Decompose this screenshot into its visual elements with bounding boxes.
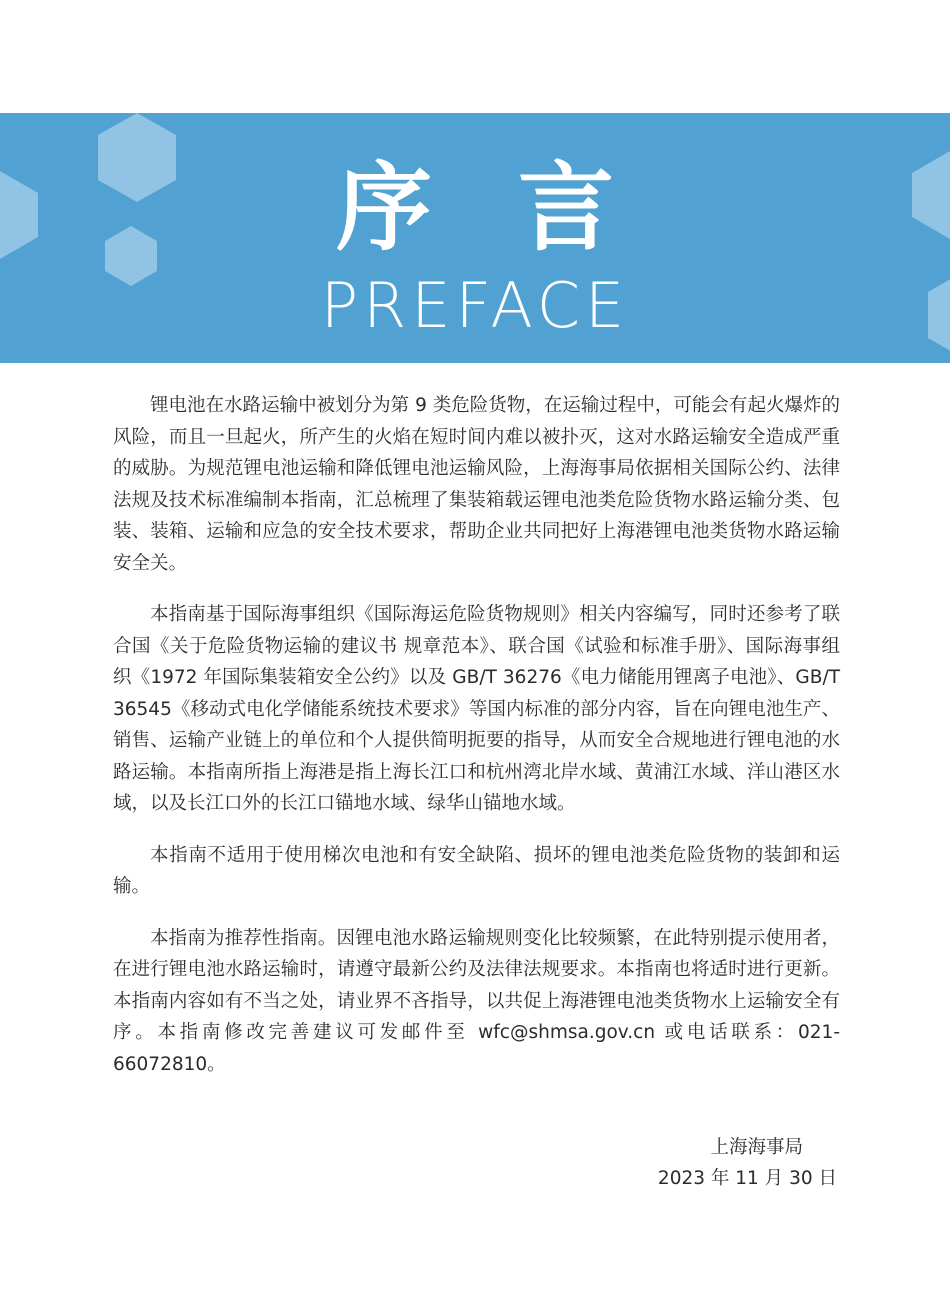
page-subtitle: PREFACE xyxy=(320,269,630,342)
page-title: 序言 xyxy=(336,152,700,264)
preface-body xyxy=(113,390,840,1100)
paragraph: 锂电池在水路运输中被划分为第 9 类危险货物，在运输过程中，可能会有起火爆炸的风险，而且一旦起火，所产生的火焰在短时间内难以被扑灭，这对水路运输安全造成严重的威胁。为规范锂电池运输和降低锂电池运输风险，上海海事局依据相关国际公约、法律法规及技术标准编制本指南，汇总梳理了集装箱载运锂电池类危险货物水路运输分类、包装、装箱、运输和应急的安全技术要求，帮助企业共同把好上海港锂电池类货物水路运输安全关。 xyxy=(113,395,840,574)
signature-block xyxy=(658,1132,837,1194)
paragraph: 本指南为推荐性指南。因锂电池水路运输规则变化比较频繁，在此特别提示使用者，在进行锂电池水路运输时，请遵守最新公约及法律法规要求。本指南也将适时进行更新。本指南内容如有不当之处，请业界不吝指导，以共促上海港锂电池类货物水上运输安全有序。本指南修改完善建议可发邮件至 wfc@shmsa.gov.cn 或电话联系：021-66072810。 xyxy=(113,927,840,1075)
paragraph: 本指南基于国际海事组织《国际海运危险货物规则》相关内容编写，同时还参考了联合国《关于危险货物运输的建议书 规章范本》、联合国《试验和标准手册》、国际海事组织《1972 年国际集装箱安全公约》以及 GB/T 36276《电力储能用锂离子电池》、GB/T 36545《移动式电化学储能系统技术要求》等国内标准的部分内容，旨在向锂电池生产、销售、运输产业链上的单位和个人提供简明扼要的指导，从而安全合规地进行锂电池的水路运输。本指南所指上海港是指上海长江口和杭州湾北岸水域、黄浦江水域、洋山港区水域，以及长江口外的长江口锚地水域、绿华山锚地水域。 xyxy=(113,604,840,814)
paragraph: 本指南不适用于使用梯次电池和有安全缺陷、损坏的锂电池类危险货物的装卸和运输。 xyxy=(113,844,840,897)
header-banner xyxy=(0,113,950,363)
signature-org: 上海海事局 xyxy=(710,1137,803,1158)
signature-date: 2023 年 11 月 30 日 xyxy=(657,1168,837,1189)
